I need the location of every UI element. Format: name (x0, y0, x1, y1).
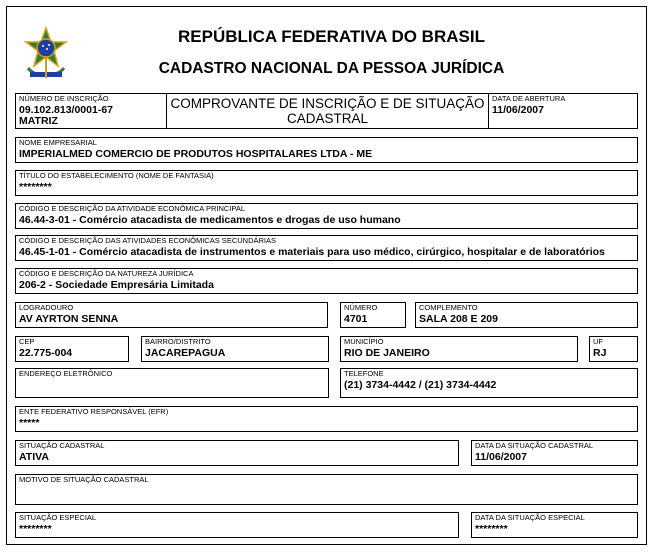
motivo-label: MOTIVO DE SITUAÇÃO CADASTRAL (19, 475, 149, 484)
situacao-box (15, 440, 459, 466)
municipio-box (340, 336, 578, 362)
comprovante-line1: COMPROVANTE DE INSCRIÇÃO E DE SITUAÇÃO (170, 96, 485, 111)
telefone-box (340, 368, 638, 398)
inscricao-value: 09.102.813/0001-67 (19, 104, 114, 116)
comprovante-title (167, 96, 488, 126)
data-situacao-especial-box (471, 512, 638, 538)
bairro-value: JACAREPAGUA (145, 347, 226, 359)
logradouro-value: AV AYRTON SENNA (19, 313, 119, 325)
data-situacao-label: DATA DA SITUAÇÃO CADASTRAL (475, 441, 594, 450)
bairro-box (141, 336, 329, 362)
cep-label: CEP (19, 337, 35, 346)
data-situacao-especial-label: DATA DA SITUAÇÃO ESPECIAL (475, 513, 585, 522)
logradouro-label: LOGRADOURO (19, 303, 74, 312)
municipio-value: RIO DE JANEIRO (344, 347, 430, 359)
efr-label: ENTE FEDERATIVO RESPONSÁVEL (EFR) (19, 407, 169, 416)
nome-box (15, 137, 638, 163)
page-title: REPÚBLICA FEDERATIVA DO BRASIL (178, 27, 485, 46)
inscricao-label: NÚMERO DE INSCRIÇÃO (19, 94, 109, 103)
situacao-label: SITUAÇÃO CADASTRAL (19, 441, 105, 450)
fantasia-value: ******** (19, 181, 52, 193)
telefone-value: (21) 3734-4442 / (21) 3734-4442 (344, 379, 497, 391)
inscricao-type: MATRIZ (19, 115, 58, 127)
comprovante-box (166, 93, 489, 129)
data-situacao-box (471, 440, 638, 466)
atividades-secundarias-value: 46.45-1-01 - Comércio atacadista de instrumentos e materiais para uso médico, cirúrgico, hospitalar e de laboratórios (19, 246, 605, 258)
data-situacao-value: 11/06/2007 (475, 451, 527, 463)
situacao-especial-value: ******** (19, 523, 52, 535)
complemento-label: COMPLEMENTO (419, 303, 478, 312)
natureza-label: CÓDIGO E DESCRIÇÃO DA NATUREZA JURÍDICA (19, 269, 194, 278)
nome-label: NOME EMPRESARIAL (19, 138, 97, 147)
telefone-label: TELEFONE (344, 369, 384, 378)
efr-value: ***** (19, 417, 40, 429)
atividades-secundarias-label: CÓDIGO E DESCRIÇÃO DAS ATIVIDADES ECONÔMICAS SECUNDÁRIAS (19, 236, 276, 245)
uf-label: UF (593, 337, 603, 346)
logradouro-box (15, 302, 328, 328)
page-subtitle: CADASTRO NACIONAL DA PESSOA JURÍDICA (158, 60, 505, 77)
situacao-value: ATIVA (19, 451, 49, 463)
abertura-value: 11/06/2007 (492, 104, 544, 116)
municipio-label: MUNICÍPIO (344, 337, 384, 346)
abertura-label: DATA DE ABERTURA (492, 94, 566, 103)
inscricao-box (15, 93, 167, 129)
situacao-especial-label: SITUAÇÃO ESPECIAL (19, 513, 97, 522)
efr-box (15, 406, 638, 432)
atividade-principal-label: CÓDIGO E DESCRIÇÃO DA ATIVIDADE ECONÔMICA PRINCIPAL (19, 204, 246, 213)
situacao-especial-box (15, 512, 459, 538)
data-situacao-especial-value: ******** (475, 523, 508, 535)
fantasia-label: TÍTULO DO ESTABELECIMENTO (NOME DE FANTASIA) (19, 171, 214, 180)
complemento-box (415, 302, 638, 328)
bairro-label: BAIRRO/DISTRITO (145, 337, 211, 346)
natureza-value: 206-2 - Sociedade Empresária Limitada (19, 279, 214, 291)
numero-value: 4701 (344, 313, 368, 325)
email-label: ENDEREÇO ELETRÔNICO (19, 369, 113, 378)
comprovante-line2: CADASTRAL (286, 111, 369, 126)
atividades-secundarias-box (15, 235, 638, 261)
uf-value: RJ (593, 347, 607, 359)
cep-value: 22.775-004 (19, 347, 73, 359)
complemento-value: SALA 208 E 209 (419, 313, 498, 325)
uf-box (589, 336, 638, 362)
atividade-principal-value: 46.44-3-01 - Comércio atacadista de medicamentos e drogas de uso humano (19, 214, 401, 226)
abertura-box (488, 93, 638, 129)
atividade-principal-box (15, 203, 638, 229)
natureza-box (15, 268, 638, 294)
cep-box (15, 336, 129, 362)
email-box (15, 368, 329, 398)
fantasia-box (15, 170, 638, 196)
numero-box (340, 302, 406, 328)
numero-label: NÚMERO (344, 303, 378, 312)
nome-value: IMPERIALMED COMERCIO DE PRODUTOS HOSPITALARES LTDA - ME (19, 148, 373, 160)
motivo-box (15, 474, 638, 505)
